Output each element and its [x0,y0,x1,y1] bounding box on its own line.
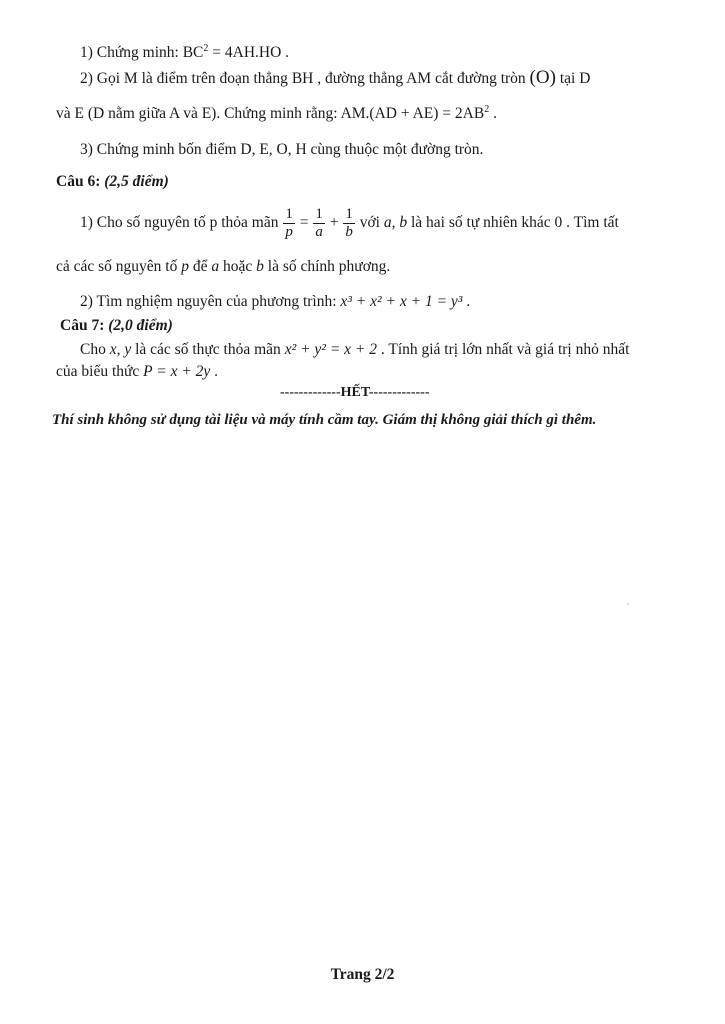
page-number-footer: Trang 2/2 [330,966,395,983]
exam-note: Thí sinh không sử dụng tài liệu và máy tính cầm tay. Giám thị không giải thích gì thêm. [52,412,597,428]
q5-part1-formula: $BC^2 = 4AH.HO$ [182,43,282,61]
q7-heading: Câu 7: (2,0 điểm) [60,317,173,334]
q6-part2: 2) Tìm nghiệm nguyên của phương trình: x³ + x² + x + 1 = y³ . [80,293,471,310]
end-mark: -------------HẾT------------- [280,385,430,400]
fraction-1-over-p: $\frac{1}{p}$ [285,205,293,240]
fraction-1-over-b: $\frac{1}{b}$ [345,205,353,240]
q5-part3: 3) Chứng minh bốn điểm D, E, O, H cùng thuộc một đường tròn. [80,141,484,158]
q7-line1: Cho x, y là các số thực thỏa mãn x² + y² = x + 2 . Tính giá trị lớn nhất và giá trị nhỏ nhất [80,341,630,358]
q6-part1-line2: cả các số nguyên tố p để a hoặc b là số chính phương. [56,258,391,275]
q5-part2-line2: và E (D nằm giữa A và E). Chứng minh rằng: $AM.(AD + AE) = 2AB^2$ . [56,104,497,122]
q6-part2-equation: x³ + x² + x + 1 = y³ [340,293,463,310]
scan-speck [627,603,629,605]
q7-line2: của biểu thức P = x + 2y . [56,363,219,380]
q7-condition-equation: x² + y² = x + 2 [284,341,377,358]
fraction-1-over-a: $\frac{1}{a}$ [315,205,323,240]
q7-expression: P = x + 2y [143,363,211,380]
q6-part1-line1: 1) Cho số nguyên tố p thỏa mãn $\frac{1}{p}$ = $\frac{1}{a}$ + $\frac{1}{b}$ với a, b là hai số tự nhiên khác 0 . Tìm tất [80,205,619,240]
q5-part2-line1: 2) Gọi M là điểm trên đoạn thẳng BH , đường thẳng AM cắt đường tròn (O) tại D [80,67,591,88]
q5-part2-formula: $AM.(AD + AE) = 2AB^2$ [340,104,490,122]
q6-heading: Câu 6: (2,5 điểm) [56,173,169,190]
q5-part1: 1) Chứng minh: $BC^2 = 4AH.HO$ . [80,43,290,61]
